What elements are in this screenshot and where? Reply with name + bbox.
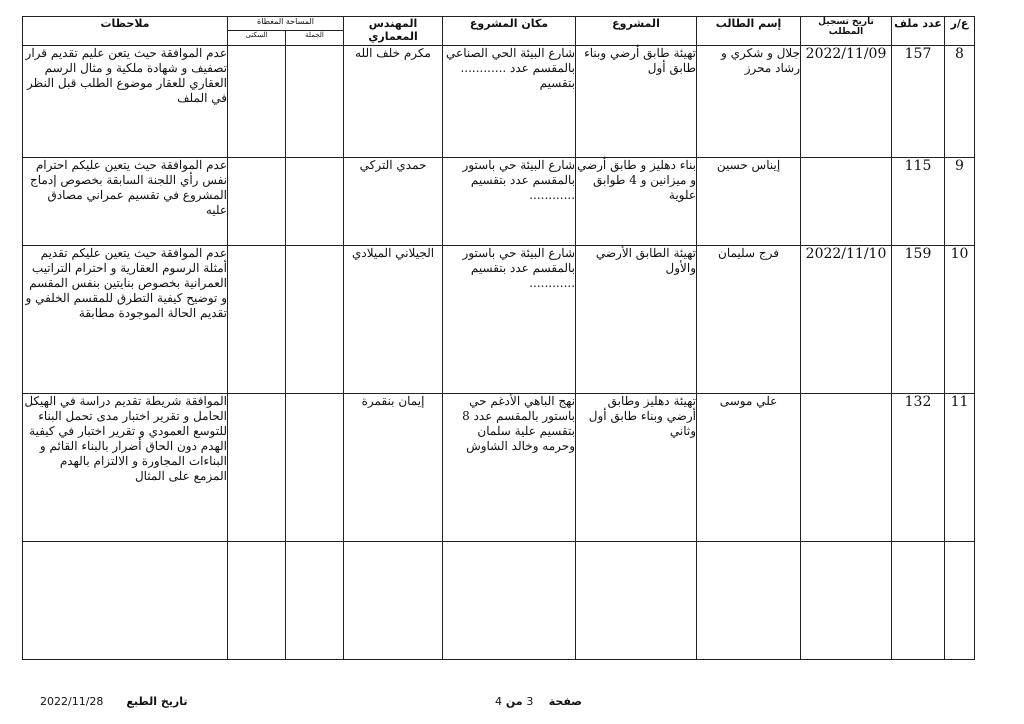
architect: الجيلاني الميلادي (344, 246, 443, 394)
area-residential (228, 394, 286, 542)
print-date-label: تاريخ الطبع (126, 695, 188, 708)
empty-cell (228, 542, 286, 660)
file-count: 159 (892, 246, 945, 394)
notes: عدم الموافقة حيث يتعن عليم تقديم قرار تصفيف و شهادة ملكية و مثال الرسم العقاري للعقار موضوع الطلب قبل النظر في الملف (23, 46, 228, 158)
header-area-total: الجملة (286, 31, 344, 46)
empty-cell (697, 542, 801, 660)
request-date: 2022/11/09 (801, 46, 892, 158)
notes: عدم الموافقة حيث يتعين عليكم احترام نفس رأي اللجنة السابقة بخصوص إدماج المشروع في تقسيم عمراني مصادق عليه (23, 158, 228, 246)
area-total (286, 246, 344, 394)
architect: إيمان بنقمرة (344, 394, 443, 542)
empty-cell (801, 542, 892, 660)
project: تهيئة الطابق الأرضي والأول (576, 246, 697, 394)
empty-cell (344, 542, 443, 660)
location: شارع البيئة الحي الصناعي بالمقسم عدد ............ بتقسيم (443, 46, 576, 158)
table-row (23, 158, 975, 246)
empty-cell (286, 542, 344, 660)
project: تهيئة دهليز وطابق أرضي وبناء طابق أول وثاني (576, 394, 697, 542)
area-residential (228, 46, 286, 158)
project: تهيئة طابق أرضي وبناء طابق أول (576, 46, 697, 158)
row-num: 9 (945, 158, 975, 246)
table-row (23, 246, 975, 394)
page-current: 3 (526, 695, 534, 708)
header-area-residential: السكنى (228, 31, 286, 46)
header-applicant: إسم الطالب (697, 17, 801, 46)
empty-cell (945, 542, 975, 660)
header-file-count: عدد ملف (892, 17, 945, 46)
page-number-footer (495, 695, 582, 708)
applicant: جلال و شكري و رشاد محرز (697, 46, 801, 158)
page-label: صفحة (548, 695, 582, 708)
area-residential (228, 158, 286, 246)
table-row (23, 394, 975, 542)
header-architect: المهندس المعماري (344, 17, 443, 46)
header-location: مكان المشروع (443, 17, 576, 46)
applicant: فرج سليمان (697, 246, 801, 394)
empty-cell (23, 542, 228, 660)
file-count: 132 (892, 394, 945, 542)
location: شارع البيئة حي باستور بالمقسم عدد بتقسيم ............ (443, 246, 576, 394)
empty-cell (443, 542, 576, 660)
location: شارع البيئة حي باستور بالمقسم عدد بتقسيم ............ (443, 158, 576, 246)
empty-cell (576, 542, 697, 660)
row-num: 10 (945, 246, 975, 394)
print-date-value: 2022/11/28 (40, 695, 104, 708)
header-row-num: ع/ر (945, 17, 975, 46)
file-count: 115 (892, 158, 945, 246)
architect: حمدي التركي (344, 158, 443, 246)
table-row (23, 46, 975, 158)
applicant: علي موسى (697, 394, 801, 542)
area-residential (228, 246, 286, 394)
location: نهج الباهي الأدغم حي باستور بالمقسم عدد 8 بتقسيم علية سلمان وحرمه وخالد الشاوش (443, 394, 576, 542)
page-of: من (505, 695, 523, 708)
empty-cell (892, 542, 945, 660)
file-count: 157 (892, 46, 945, 158)
request-date: 2022/11/10 (801, 246, 892, 394)
row-num: 8 (945, 46, 975, 158)
table-row-empty (23, 542, 975, 660)
area-total (286, 158, 344, 246)
page-total: 4 (495, 695, 502, 708)
print-date-footer (40, 695, 188, 708)
header-notes: ملاحظات (23, 17, 228, 46)
header-area-covered: المساحة المغطاة (228, 17, 344, 31)
project: بناء دهليز و طابق أرضي و ميزانين و 4 طوابق علوية (576, 158, 697, 246)
register-table (22, 16, 975, 660)
row-num: 11 (945, 394, 975, 542)
header-project: المشروع (576, 17, 697, 46)
request-date (801, 394, 892, 542)
notes: الموافقة شريطة تقديم دراسة في الهيكل الحامل و تقرير اختبار مدى تحمل البناء للتوسع العمودي و تقرير اختبار في كيفية الهدم دون الحاق أضرار بالبناء القائم و البناءات المجاورة و الالتزام بالهدم المزمع على المثال (23, 394, 228, 542)
applicant: إيناس حسين (697, 158, 801, 246)
area-total (286, 46, 344, 158)
notes: عدم الموافقة حيث يتعين عليكم تقديم أمثلة الرسوم العقارية و احترام التراتيب العمرانية بخصوص بنايتين بنفس المقسم و توضيح كيفية التطرق للمقسم الخلفي و تقديم الحالة الموجودة مطابقة (23, 246, 228, 394)
request-date (801, 158, 892, 246)
architect: مكرم خلف الله (344, 46, 443, 158)
area-total (286, 394, 344, 542)
header-request-date: تاريخ تسجيل المطلب (801, 17, 892, 46)
